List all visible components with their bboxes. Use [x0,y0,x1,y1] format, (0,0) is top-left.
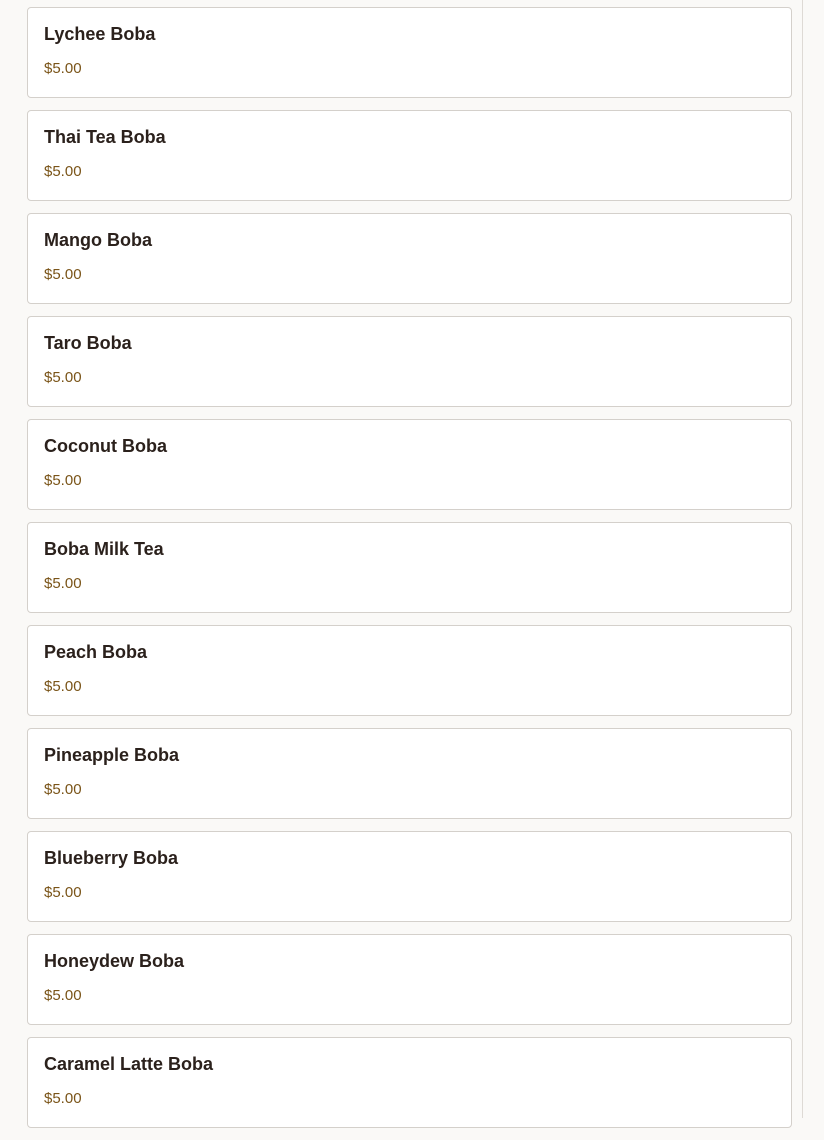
item-price: $5.00 [44,163,82,180]
menu-list [27,7,792,1140]
menu-item-lychee-boba[interactable] [27,7,792,98]
item-name: Lychee Boba [44,24,156,44]
item-name: Thai Tea Boba [44,127,166,147]
item-name: Taro Boba [44,333,132,353]
menu-item-boba-milk-tea[interactable] [27,522,792,613]
menu-item-caramel-latte-boba[interactable] [27,1037,792,1128]
item-name: Peach Boba [44,642,148,662]
item-price: $5.00 [44,472,82,489]
item-price: $5.00 [44,987,82,1004]
item-name: Coconut Boba [44,436,167,456]
menu-item-mango-boba[interactable] [27,213,792,304]
item-name: Mango Boba [44,230,152,250]
item-name: Blueberry Boba [44,848,179,868]
item-price: $5.00 [44,678,82,695]
menu-item-coconut-boba[interactable] [27,419,792,510]
item-price: $5.00 [44,575,82,592]
menu-item-peach-boba[interactable] [27,625,792,716]
item-name: Boba Milk Tea [44,539,164,559]
menu-item-taro-boba[interactable] [27,316,792,407]
item-price: $5.00 [44,60,82,77]
menu-item-thai-tea-boba[interactable] [27,110,792,201]
item-name: Pineapple Boba [44,745,180,765]
menu-item-blueberry-boba[interactable] [27,831,792,922]
item-price: $5.00 [44,781,82,798]
item-price: $5.00 [44,1090,82,1107]
item-name: Honeydew Boba [44,951,185,971]
item-name: Caramel Latte Boba [44,1054,214,1074]
item-price: $5.00 [44,884,82,901]
item-price: $5.00 [44,266,82,283]
item-price: $5.00 [44,369,82,386]
menu-item-honeydew-boba[interactable] [27,934,792,1025]
menu-item-pineapple-boba[interactable] [27,728,792,819]
